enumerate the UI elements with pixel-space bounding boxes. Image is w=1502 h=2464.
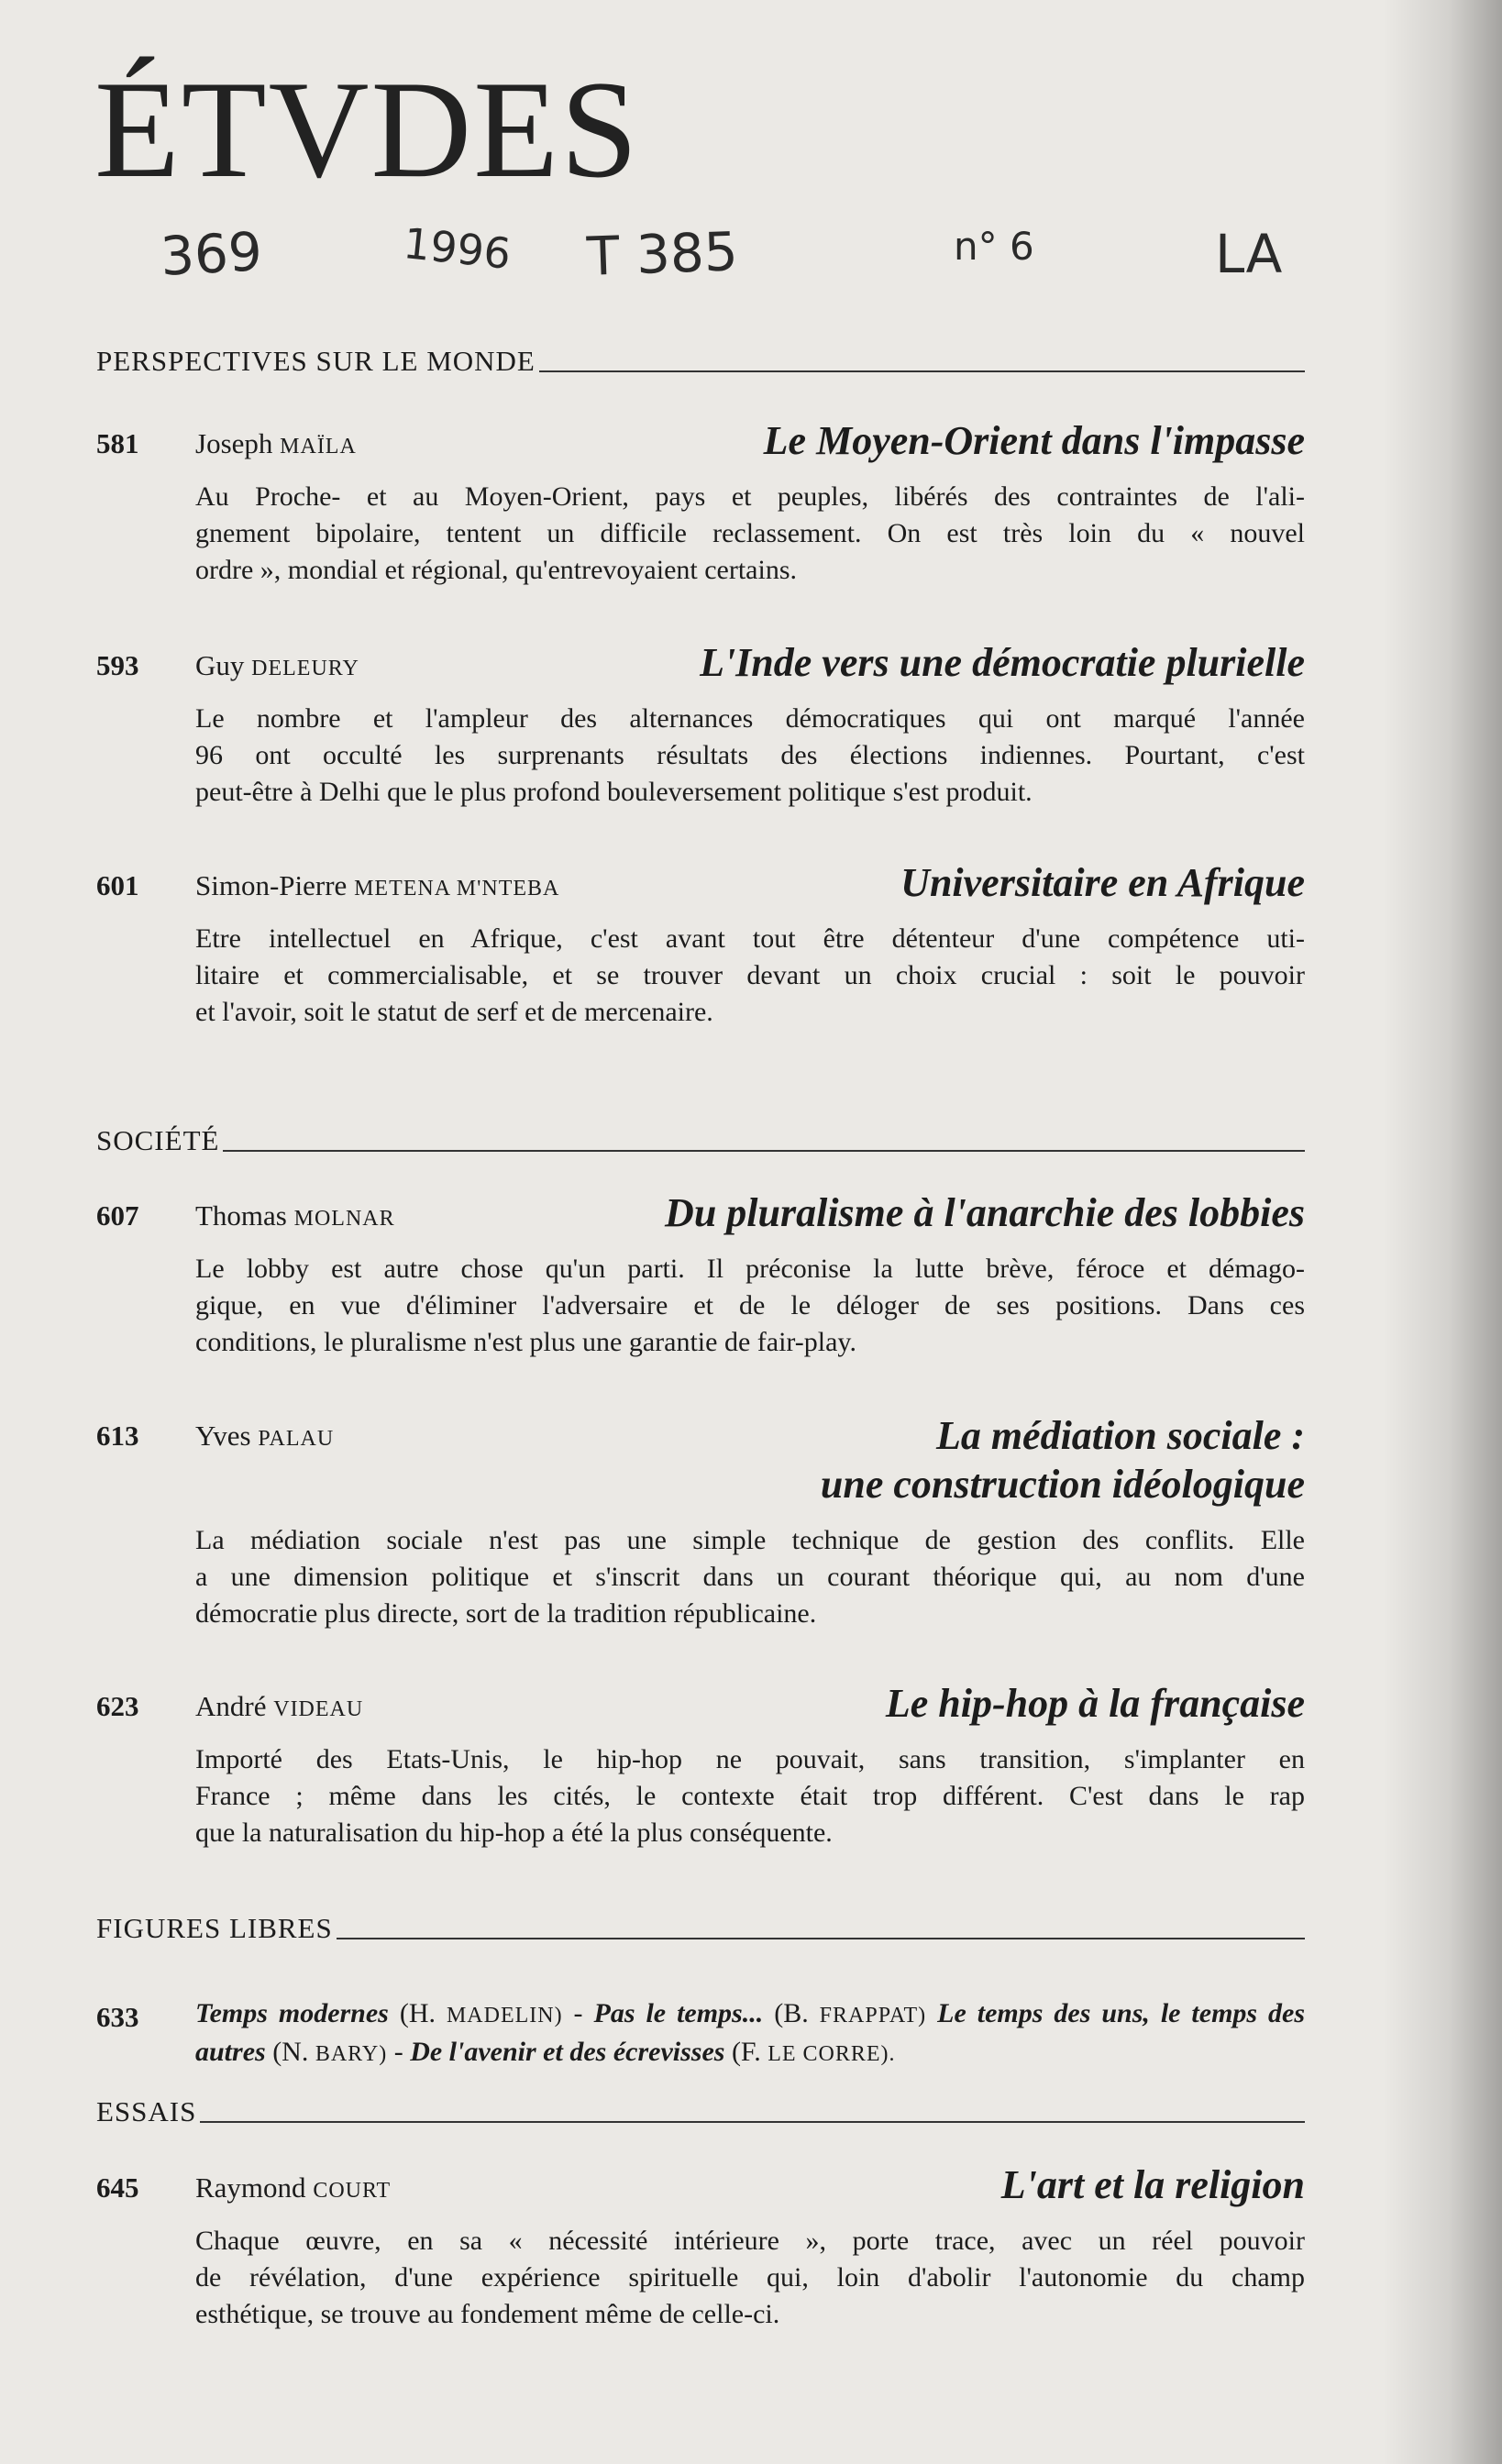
- author: André VIDEAU: [195, 1690, 364, 1722]
- page-number: 607: [96, 1199, 139, 1232]
- toc-entry: [96, 633, 1305, 811]
- article-abstract: Chaque œuvre, en sa « nécessité intérieure », porte trace, avec un réel pouvoir de révélation, d'une expérience spirituelle qui, loin d'abolir l'autonomie du champ esthétique, se trouve au fondement même de celle-ci.: [195, 2226, 1305, 2329]
- section-rule: [539, 370, 1305, 372]
- handwritten-note: 369: [159, 220, 264, 288]
- toc-entry: [96, 2155, 1305, 2333]
- article-title: L'art et la religion: [1000, 2162, 1305, 2208]
- article-title: L'Inde vers une démocratie plurielle: [700, 640, 1305, 686]
- article-title: Le Moyen-Orient dans l'impasse: [763, 418, 1305, 464]
- article-abstract: Etre intellectuel en Afrique, c'est avant tout être détenteur d'une compétence uti- litaire et commercialisable, et se trouver devant un choix crucial : soit le pouvoir et l'avoir, soit le statut de serf et de mercenaire.: [195, 923, 1305, 1027]
- section-essais: [96, 2097, 1305, 2126]
- handwritten-note: LA: [1215, 223, 1283, 285]
- toc-entry: [96, 853, 1305, 1031]
- page-number: 633: [96, 2001, 139, 2033]
- article-title: Du pluralisme à l'anarchie des lobbies: [665, 1190, 1305, 1236]
- article-title: La médiation sociale : une construction idéologique: [820, 1413, 1305, 1508]
- section-heading: ESSAIS: [96, 2095, 197, 2127]
- toc-entry: [96, 1674, 1305, 1851]
- toc-entry: [96, 1403, 1305, 1632]
- author: Thomas MOLNAR: [195, 1199, 395, 1232]
- section-heading: FIGURES LIBRES: [96, 1912, 333, 1944]
- page-number: 613: [96, 1420, 139, 1452]
- section-rule: [200, 2121, 1305, 2123]
- page-number: 581: [96, 427, 139, 459]
- section-rule: [223, 1150, 1305, 1152]
- page-number: 593: [96, 649, 139, 681]
- section-heading: SOCIÉTÉ: [96, 1124, 220, 1156]
- author: Joseph MAÏLA: [195, 427, 357, 459]
- section-rule: [337, 1938, 1305, 1939]
- handwritten-note: n° 6: [954, 224, 1034, 269]
- section-perspectives: [96, 347, 1305, 375]
- toc-entry: [96, 1970, 1305, 2072]
- toc-entry: [96, 411, 1305, 589]
- article-abstract: Importé des Etats-Unis, le hip-hop ne pouvait, sans transition, s'implanter en France ; même dans les cités, le contexte était trop différent. C'est dans le rap que la naturalisation du hip-hop a été la plus conséquente.: [195, 1744, 1305, 1848]
- figures-libres-list: Temps modernes (H. MADELIN) - Pas le temps... (B. FRAPPAT) Le temps des uns, le temps des autres (N. BARY) - De l'avenir et des écrevisses (F. LE CORRE).: [195, 1998, 1306, 2067]
- page-number: 645: [96, 2171, 139, 2204]
- page-number: 601: [96, 869, 139, 901]
- author: Simon-Pierre METENA M'NTEBA: [195, 869, 560, 901]
- author: Raymond COURT: [195, 2171, 392, 2204]
- author: Guy DELEURY: [195, 649, 359, 681]
- article-abstract: La médiation sociale n'est pas une simple technique de gestion des conflits. Elle a une dimension politique et s'inscrit dans un courant théorique qui, au nom d'une démocratie plus directe, sort de la tradition républicaine.: [195, 1525, 1305, 1629]
- article-title: Le hip-hop à la française: [885, 1681, 1305, 1727]
- article-abstract: Au Proche- et au Moyen-Orient, pays et peuples, libérés des contraintes de l'ali- gnement bipolaire, tentent un difficile reclassement. On est très loin du « nouvel ordre », mondial et régional, qu'entrevoyaient certains.: [195, 481, 1305, 585]
- article-abstract: Le nombre et l'ampleur des alternances démocratiques qui ont marqué l'année 96 ont occulté les surprenants résultats des élections indiennes. Pourtant, c'est peut-être à Delhi que le plus profond bouleversement politique s'est produit.: [195, 703, 1305, 807]
- section-figures-libres: [96, 1914, 1305, 1942]
- toc-entry: [96, 1183, 1305, 1361]
- handwritten-note: 1996: [401, 218, 514, 279]
- article-title: Universitaire en Afrique: [900, 860, 1305, 906]
- section-heading: PERSPECTIVES SUR LE MONDE: [96, 345, 536, 377]
- handwritten-note: T 385: [585, 220, 739, 288]
- journal-masthead: ÉTVDES: [94, 52, 640, 206]
- article-abstract: Le lobby est autre chose qu'un parti. Il préconise la lutte brève, féroce et démago- gique, en vue d'éliminer l'adversaire et de le déloger de ses positions. Dans ces conditions, le pluralisme n'est plus une garantie de fair-play.: [195, 1254, 1305, 1357]
- page-number: 623: [96, 1690, 139, 1722]
- section-societe: [96, 1126, 1305, 1155]
- author: Yves PALAU: [195, 1420, 335, 1452]
